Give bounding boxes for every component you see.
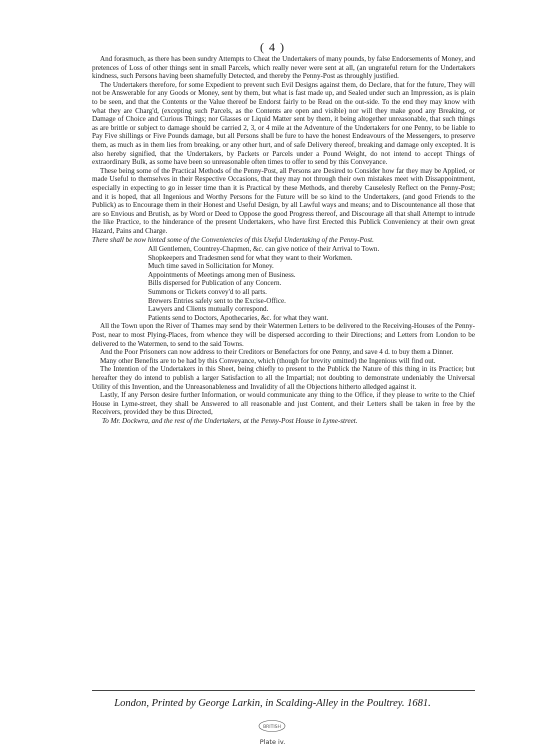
document-body: [92, 55, 475, 426]
list-item: Bills dispersed for Publication of any Concern.: [148, 279, 282, 288]
list-item: Summons or Tickets convey'd to all parts.: [148, 288, 267, 297]
list-item: Lawyers and Clients mutually correspond.: [148, 305, 269, 314]
paragraph: And the Poor Prisoners can now address to their Creditors or Benefactors for one Penny, and save 4 d. to buy them a Dinner.: [100, 348, 454, 357]
paragraph: All the Town upon the River of Thames may send by their Watermen Letters to be delivered to the Receiving-Houses of the Penny-Post, near to most Plying-Places, from whence they will be dispersed according to their Directions; and Letters from London to be delivered to the Watermen, to send to the said Towns.: [92, 322, 475, 348]
paragraph: The Undertakers therefore, for some Expedient to prevent such Evil Designs against them, do Declare, that for the future, They will not be Answerable for any Goods or Money, sent by them, but what is fast made up, and Sealed under such an Impression, as is plain to be seen, and that the Contents or the Value thereof be Endorst fairly to be Read on the out-side. To the end they may know with what they are Charg'd, (excepting such Parcels, as the Contents are open and visible) nor will they make good any Breaking, or Damage of Choice and Curious Things; nor Glasses or Liquid Matter sent by them, it being altogether unreasonable, that such things as are brittle or subject to damage should be carried 2, 3, or 4 mile at the Adventure of the Undertakers for one Penny, to be liable to Pay Five shillings or Five Pounds damage, but all Persons shall be fure to have the honest Endeavours of the Messengers, to preserve them, as much as in them lies from breaking, or any other hurt, and of safe Delivery thereof, breaking and damage only excepted. It is also hereby signified, that the Undertakers, by Packets or Parcels under a Pound Weight, do not intend to accept Things of extraordinary Bulk, as some have been so unreasonable often times to offer to send by this Conveyance.: [92, 80, 475, 167]
library-stamp-icon: [258, 720, 286, 732]
paragraph: Lastly, If any Person desire further Information, or would communicate any thing to the Office, if they please to write to the Chief House in Lyme-street, they shall be Answered to all reasonable and just Content, and their Letters shall be taken in free by the Receivers, provided they be thus Directed,: [92, 391, 475, 417]
paragraph: And forasmuch, as there has been sundry Attempts to Cheat the Undertakers of many pounds, by false Endorsements of Money, and pretences of Loss of other things sent in small Parcels, which really never were sent at all, (an ungrateful return for the Undertakers kindness, such Persons having been shamefully Detected, and thereby the Penny-Post as throughly justified.: [92, 55, 475, 81]
list-item: Brewers Entries safely sent to the Excise-Office.: [148, 296, 286, 305]
closing-address: To Mr. Dockwra, and the rest of the Undertakers, at the Penny-Post House in Lyme-street.: [102, 416, 358, 425]
list-item: All Gentlemen, Countrey-Chapmen, &c. can give notice of their Arrival to Town.: [148, 245, 380, 254]
conveniences-heading: There shall be now hinted some of the Conveniencies of this Useful Undertaking of the Penny-Post.: [92, 236, 374, 245]
paragraph: The Intention of the Undertakers in this Sheet, being chiefly to present to the Publick the Nature of this thing in its Practice; but hereafter they do intend to publish a larger Satisfaction to all the Impartial; not doubting to demonstrate undeniably the Universal Utility of this Invention, and the Unreasonableness and Invalidity of all the Objections hitherto alledged against it.: [92, 365, 475, 391]
list-item: Much time saved in Sollicitation for Money.: [148, 262, 274, 271]
stamp-text: BRITISH: [263, 724, 281, 730]
page-number: ( 4 ): [260, 40, 285, 54]
paragraph: Many other Benefits are to be had by this Conveyance, which (though for brevity omitted) the Ingenious will find out.: [100, 356, 436, 365]
list-item: Shopkeepers and Tradesmen send for what they want to their Workmen.: [148, 253, 353, 262]
list-item: Appointments of Meetings among men of Business.: [148, 270, 296, 279]
divider: [92, 690, 475, 691]
imprint-line: London, Printed by George Larkin, in Scalding-Alley in the Poultrey. 1681.: [114, 698, 431, 709]
conveniences-list: [148, 245, 475, 322]
plate-label: Plate iv.: [259, 738, 286, 746]
paragraph: These being some of the Practical Methods of the Penny-Post, all Persons are Desired to Consider how far they may be Applied, or made Useful to themselves in their Respective Occasions, that they may not through their own mistakes meet with Dissappointment, especially in expecting to go in lesser time than it is Practical by these Methods, and thereby Causelesly Reflect on the Penny-Post; and it is hoped, that all Ingenious and Worthy Persons for the Future will be so kind to the Undertakers, (and good Friends to the Publick) as to Encourage them in their Honest and Useful Design, by all Lawful ways and means; and to Discountenance all those that are so Envious and Brutish, as by Word or Deed to Oppose the good Progress thereof, and Discourage all that shall Attempt to intrude the like Practice, to the hinderance of the present Undertakers, who have first Erected this Publick Conveniency at their own great Hazard, Pains and Charge.: [92, 166, 475, 235]
list-item: Patients send to Doctors, Apothecaries, &c. for what they want.: [148, 313, 329, 322]
